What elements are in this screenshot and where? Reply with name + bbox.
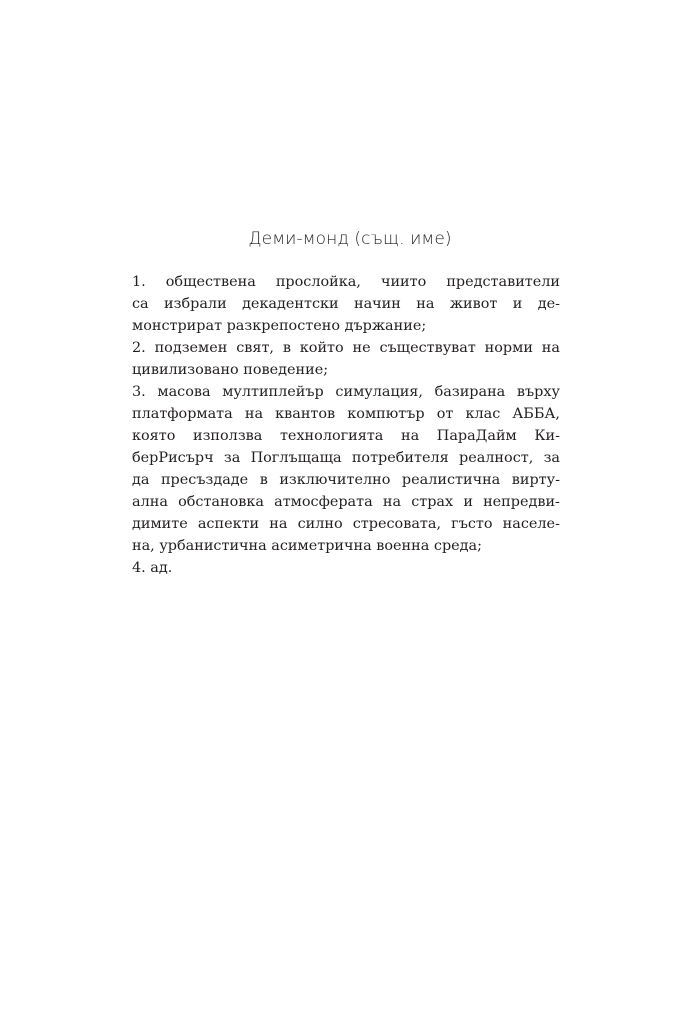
definition-line	[132, 513, 560, 535]
word: на	[416, 296, 435, 312]
word: на	[244, 406, 264, 422]
word: технологията	[279, 428, 384, 444]
word: чиито	[380, 274, 427, 290]
word: компютър	[347, 406, 425, 422]
word: който	[299, 340, 344, 356]
word: живот	[449, 296, 498, 312]
definition-line	[132, 271, 560, 293]
word: Ки-	[534, 428, 560, 444]
word: вирту-	[511, 472, 560, 488]
word: 3.	[132, 384, 146, 400]
word: използва	[192, 428, 263, 444]
word: квантов	[275, 406, 336, 422]
definition-line: на, урбанистична асиметрична военна среда;	[132, 538, 482, 554]
word: гъсто	[451, 516, 493, 532]
word: берРисърч	[132, 450, 214, 466]
word: силно	[297, 516, 343, 532]
word: начин	[353, 296, 401, 312]
word: прослойка,	[275, 274, 361, 290]
word: обстановка	[178, 494, 264, 510]
word: са	[132, 296, 149, 312]
word: за	[543, 450, 560, 466]
word: клас	[465, 406, 501, 422]
definition-line	[132, 491, 560, 513]
word: мултиплейър	[222, 384, 324, 400]
word: масова	[157, 384, 211, 400]
word: на	[382, 494, 402, 510]
word: реалистична	[401, 472, 501, 488]
word: стресовата,	[352, 516, 442, 532]
word: АББА,	[512, 406, 560, 422]
definition-line: 4. ад.	[132, 560, 173, 576]
word: атмосферата	[274, 494, 373, 510]
word: димите	[132, 516, 188, 532]
word: за	[223, 450, 241, 466]
word: пресъздаде	[160, 472, 249, 488]
word: свят,	[236, 340, 274, 356]
word: да	[132, 472, 150, 488]
word: потребителя	[351, 450, 449, 466]
definition-line	[132, 447, 560, 469]
word: избрали	[164, 296, 227, 312]
word: 1.	[132, 274, 146, 290]
word: платформата	[132, 406, 233, 422]
definition-line	[132, 337, 560, 359]
word: съществуват	[379, 340, 476, 356]
word: норми	[484, 340, 533, 356]
word: непредви-	[483, 494, 560, 510]
word: аспекти	[197, 516, 260, 532]
word: и	[512, 296, 523, 312]
definition-line: цивилизовано поведение;	[132, 362, 329, 378]
definition-line	[132, 293, 560, 315]
word: де-	[537, 296, 560, 312]
word: на	[400, 428, 420, 444]
word: реалност,	[458, 450, 534, 466]
word: декадентски	[242, 296, 339, 312]
word: изключително	[279, 472, 391, 488]
word: върху	[516, 384, 560, 400]
word: на	[541, 340, 560, 356]
word: подземен	[154, 340, 228, 356]
definition-text	[132, 271, 560, 579]
word: представители	[446, 274, 560, 290]
word: страх	[411, 494, 454, 510]
word: на	[269, 516, 288, 532]
word: ална	[132, 494, 168, 510]
definition-line	[132, 469, 560, 491]
word: от	[436, 406, 454, 422]
word: симулация,	[335, 384, 423, 400]
word: не	[352, 340, 371, 356]
word: и	[463, 494, 473, 510]
word: ПараДайм	[436, 428, 517, 444]
definition-line	[132, 425, 560, 447]
definition-line: монстрират разкрепостено държание;	[132, 318, 427, 334]
word: населе-	[502, 516, 560, 532]
word: която	[132, 428, 176, 444]
word: обществена	[165, 274, 256, 290]
entry-heading: Деми-монд (същ. име)	[248, 229, 452, 249]
word: в	[282, 340, 291, 356]
word: базирана	[434, 384, 506, 400]
word: Поглъщаща	[250, 450, 342, 466]
word: 2.	[132, 340, 146, 356]
definition-line	[132, 403, 560, 425]
definition-line	[132, 381, 560, 403]
word: в	[259, 472, 268, 488]
